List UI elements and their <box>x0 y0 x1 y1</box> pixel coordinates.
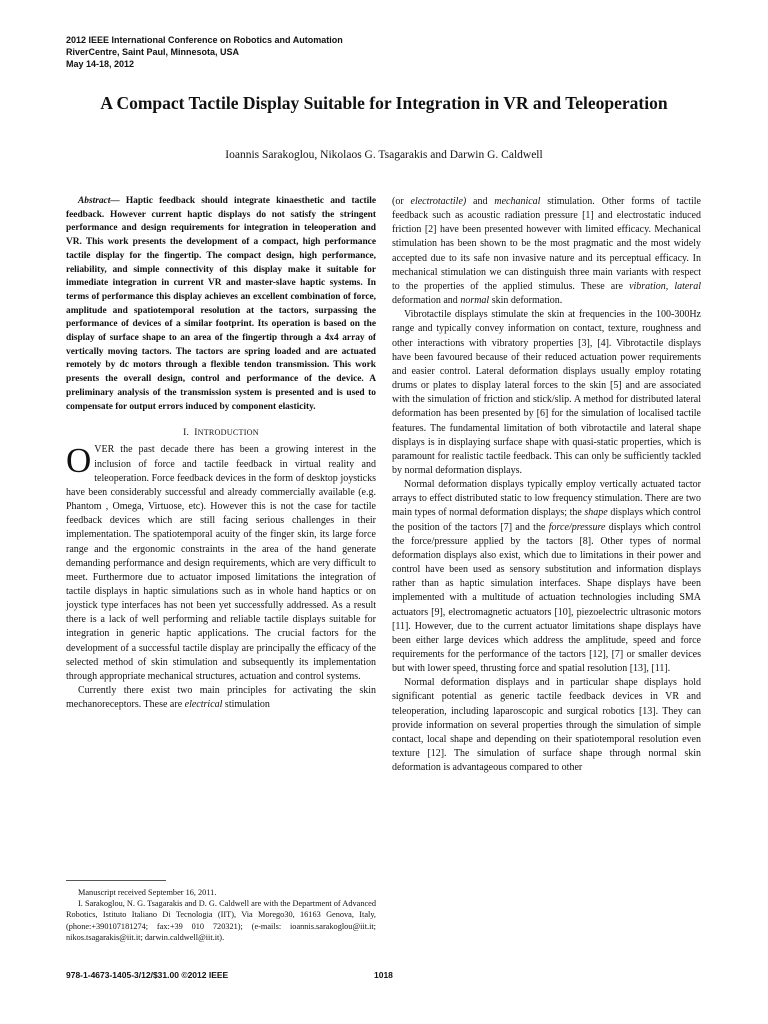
right-paragraph-1: (or electrotactile) and mechanical stimulation. Other forms of tactile feedback such as acoustic radiation pressure [1] and electrostatic induced friction [2] have been presented however with limited efficacy. Mechanical stimulation has been shown to be the most pragmatic and the most widely accepted due to its safe non invasive nature and its perceptual efficacy. In mechanical stimulation we can distinguish three main variants with respect to the properties of the applied stimulus. These are vibration, lateral deformation and normal skin deformation. <box>392 196 701 307</box>
paper-title: A Compact Tactile Display Suitable for Integration in VR and Teleoperation <box>100 93 668 113</box>
abstract <box>66 195 376 414</box>
right-column <box>392 195 701 775</box>
left-column <box>66 195 376 712</box>
conference-header <box>66 34 466 70</box>
section-heading-introduction: I. INTRODUCTION <box>183 428 259 439</box>
right-paragraph-2: Vibrotactile displays stimulate the skin at frequencies in the 100-300Hz range and typically convey information on contact, texture, roughness and other interactions with vibratory properties [3], [4]. Vibrotactile displays have been favoured because of their reduced actuation power requirements and easier control. Lateral deformation displays usually employ rotating drums or plates to display lateral forces to the skin [5] and are associated with the simulation of friction and stick/slip. A method for distributed lateral deformation has been presented by [6] for the simulation of localised tactile features. The fundamental limitation of both vibrotactile and lateral shape displays is in displaying surface shape with quasi-static properties, which is paramount for realistic tactile feedback. This can only be sufficiently tackled by normal deformation displays. <box>392 309 701 476</box>
right-paragraph-3: Normal deformation displays typically employ vertically actuated tactor arrays to effect distributed static to low frequency stimulation. There are two main types of normal deformation displays; the shape displays which control the position of the tactors [7] and the force/pressure displays which control the force/pressure applied by the tactors [8]. Other types of normal deformation displays also exist, which due to limitations in their power and control have been used as sensory substitution and information displays rather than as haptic simulation interfaces. Shape displays have been implemented with a multitude of actuation technologies including SMA actuators [9], electromagnetic actuators [10], piezoelectric ultrasonic motors [11]. However, due to the current actuator limitations shape displays have been either large devices which address the amplitude, speed and force requirements for the performance of the tactors [12], [7] or smaller devices but with lower speed, thrusting force and spatial resolution [13], [11]. <box>392 479 702 675</box>
abstract-text: — Haptic feedback should integrate kinaesthetic and tactile feedback. However current haptic displays do not satisfy the stringent performance and design requirements for integration in teleoperation and VR. This work presents the development of a compact, high performance tactile display for the fingertip. The compact design, high performance, reliability, and simple connectivity of this display make it suitable for immediate integration in current VR and master-slave haptic systems. In terms of performance this display achieves an excellent combination of force, amplitude and spatiotemporal resolution at the tactors, surpassing the performance of devices of a similar footprint. Its operation is based on the display of surface shape to an area of the fingertip through a 4x4 array of vertically moving tactors. The tactors are spring loaded and are actuated remotely by dc motors through a flexible tendon transmission. This work presents the overall design, control and performance of the device. A preliminary analysis of the transmission system is presented and is used to compensate for output errors induced by component elasticity. <box>66 196 376 412</box>
intro-paragraph-2: Currently there exist two main principles for activating the skin mechanoreceptors. These are electrical stimulation <box>66 685 376 711</box>
right-paragraph-4: Normal deformation displays and in particular shape displays hold significant potential as generic tactile feedback devices in VR and teleoperation, including laparoscopic and surgical robotics [13]. They can provide information on several properties through the simulation of simple contact, local shape and depending on their spatiotemporal resolution even texture [12]. The simulation of surface shape through normal skin deformation is advantageous compared to other <box>392 677 701 774</box>
intro-paragraph-1: OVER the past decade there has been a growing interest in the inclusion of force and tactile feedback in virtual reality and teleoperation. Force feedback devices in the form of desktop joysticks have been considerably successful and already commercially available (e.g. Phantom , Omega, Virtuose, etc). However this is not the case for tactile feedback devices which are still facing serious challenges in their implementation. The spatiotemporal acuity of the finger skin, its large force range and the ergonomic constraints in the area of the hand generate demanding performance and design requirements, which are very difficult to meet. Furthermore due to actuator imposed limitations the integration of tactile displays in haptic simulations such as in whole hand haptics or on joystick type interfaces has not been yet successfully addressed. As a result there is a lack of well performing and reliable tactile displays suitable for integration in generic haptic applications. The crucial factors for the development of a successful tactile display are principally the efficacy of the selected method of skin stimulation and subsequently its implementation through appropriate mechanical structures, actuation and control systems. <box>66 441 376 682</box>
drop-cap: O <box>66 441 92 481</box>
conference-venue: RiverCentre, Saint Paul, Minnesota, USA <box>66 47 240 57</box>
footnote <box>66 887 376 943</box>
page-footer <box>66 970 706 980</box>
paper-authors: Ioannis Sarakoglou, Nikolaos G. Tsagarakis and Darwin G. Caldwell <box>225 149 543 161</box>
footer-isbn: 978-1-4673-1405-3/12/$31.00 ©2012 IEEE <box>66 970 229 980</box>
footnote-received: Manuscript received September 16, 2011. <box>78 888 217 897</box>
conference-name: 2012 IEEE International Conference on Robotics and Automation <box>66 35 343 45</box>
page-number: 1018 <box>374 970 393 980</box>
abstract-label: Abstract <box>78 196 111 206</box>
footnote-rule <box>66 880 166 881</box>
footnote-affiliation: I. Sarakoglou, N. G. Tsagarakis and D. G. Caldwell are with the Department of Advanced Robotics, Istituto Italiano Di Tecnologia (IIT), Via Morego30, 16163 Genova, Italy, (phone:+390107181274; fax:+39 010 720321); (e-mails: ioannis.sarakoglou@iit.it; nikos.tsagarakis@iit.it; darwin.caldwell@iit.it). <box>66 899 376 942</box>
conference-dates: May 14-18, 2012 <box>66 59 135 69</box>
